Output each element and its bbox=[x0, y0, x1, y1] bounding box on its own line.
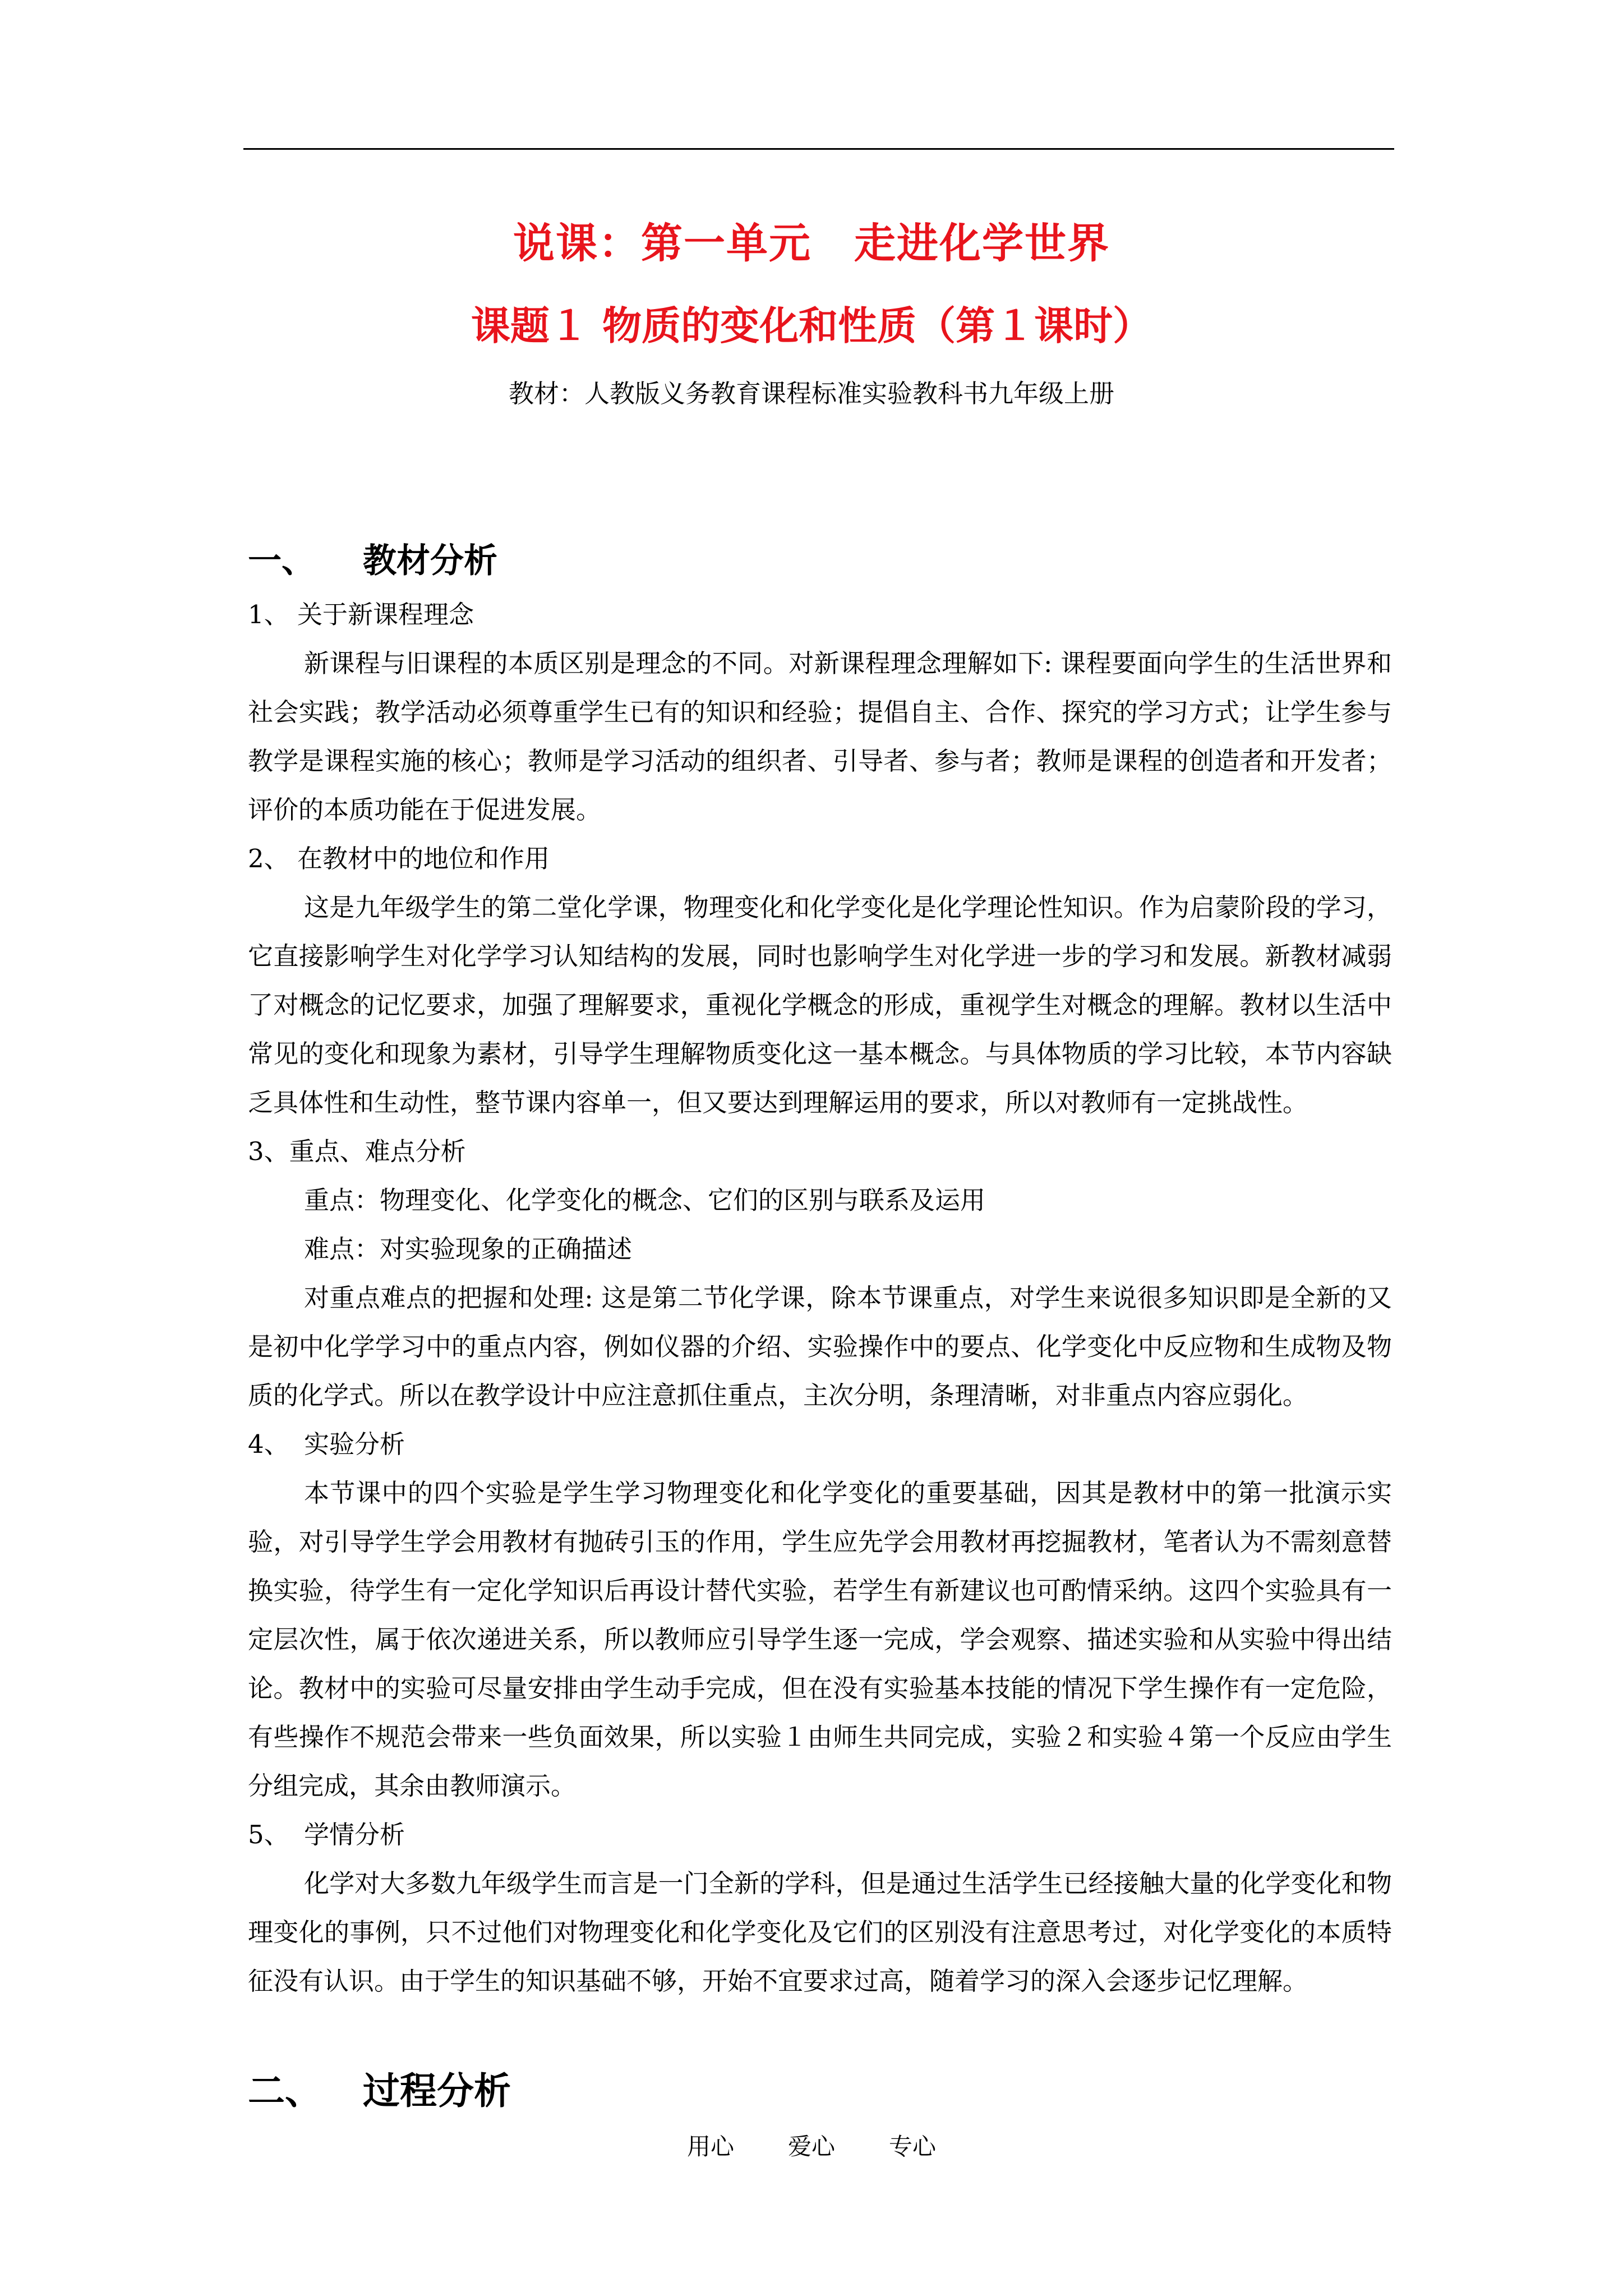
section-title: 教材分析 bbox=[363, 541, 497, 581]
section-number: 一、 bbox=[248, 541, 315, 581]
subsection-heading-3 bbox=[248, 1127, 1392, 1176]
lesson-title: 课题１ 物质的变化和性质（第１课时） bbox=[471, 302, 1152, 349]
document-body bbox=[248, 539, 1392, 2120]
difficulty-line: 难点：对实验现象的正确描述 bbox=[304, 1234, 633, 1264]
paragraph-role: 这是九年级学生的第二堂化学课，物理变化和化学变化是化学理论性知识。作为启蒙阶段的学习，它直接影响学生对化学学习认知结构的发展，同时也影响学生对化学进一步的学习和发展。新教材减弱了对概念的记忆要求，加强了理解要求，重视化学概念的形成，重视学生对概念的理解。教材以生活中常见的变化和现象为素材，引导学生理解物质变化这一基本概念。与具体物质的学习比较，本节内容缺乏具体性和生动性，整节课内容单一，但又要达到理解运用的要求，所以对教师有一定挑战性。 bbox=[248, 892, 1392, 1117]
subsection-heading-4 bbox=[248, 1420, 1392, 1469]
textbook-subtitle: 教材：人教版义务教育课程标准实验教科书九年级上册 bbox=[508, 379, 1114, 408]
section-number: 二、 bbox=[248, 2069, 322, 2113]
subsection-title: 关于新课程理念 bbox=[297, 600, 474, 629]
paragraph-experiment: 本节课中的四个实验是学生学习物理变化和化学变化的重要基础，因其是教材中的第一批演示实验，对引导学生学会用教材有抛砖引玉的作用，学生应先学会用教材再挖掘教材，笔者认为不需刻意替换实验，待学生有一定化学知识后再设计替代实验，若学生有新建议也可酌情采纳。这四个实验具有一定层次性，属于依次递进关系，所以教师应引导学生逐一完成，学会观察、描述实验和从实验中得出结论。教材中的实验可尽量安排由学生动手完成，但在没有实验基本技能的情况下学生操作有一定危险，有些操作不规范会带来一些负面效果，所以实验１由师生共同完成，实验２和实验４第一个反应由学生分组完成，其余由教师演示。 bbox=[248, 1478, 1392, 1801]
subsection-title: 实验分析 bbox=[304, 1429, 405, 1459]
subsection-heading-1 bbox=[248, 590, 1392, 639]
page-footer bbox=[0, 2128, 1623, 2162]
section-heading-1 bbox=[248, 539, 1392, 583]
footer-item: 专心 bbox=[889, 2133, 937, 2160]
subsection-number: 1、 bbox=[248, 600, 289, 629]
page-title: 说课：第一单元 走进化学世界 bbox=[513, 219, 1110, 268]
paragraph-student-analysis: 化学对大多数九年级学生而言是一门全新的学科，但是通过生活学生已经接触大量的化学变化和物理变化的事例，只不过他们对物理变化和化学变化及它们的区别没有注意思考过，对化学变化的本质特征没有认识。由于学生的知识基础不够，开始不宜要求过高，随着学习的深入会逐步记忆理解。 bbox=[248, 1869, 1392, 1996]
footer-item: 爱心 bbox=[787, 2133, 835, 2160]
paragraph-key-handling: 对重点难点的把握和处理: 这是第二节化学课，除本节课重点，对学生来说很多知识即是全新的又是初中化学学习中的重点内容，例如仪器的介绍、实验操作中的要点、化学变化中反应物和生成物及物质的化学式。所以在教学设计中应注意抓住重点，主次分明，条理清晰，对非重点内容应弱化。 bbox=[248, 1283, 1392, 1410]
key-point-line: 重点：物理变化、化学变化的概念、它们的区别与联系及运用 bbox=[304, 1185, 986, 1215]
subsection-number: 3、 bbox=[248, 1137, 289, 1166]
subsection-title: 学情分析 bbox=[304, 1820, 405, 1849]
header-rule bbox=[243, 148, 1394, 150]
subsection-heading-5 bbox=[248, 1810, 1392, 1859]
subsection-number: 5、 bbox=[248, 1820, 289, 1849]
subsection-heading-2 bbox=[248, 834, 1392, 883]
section-title: 过程分析 bbox=[363, 2069, 511, 2113]
subsection-title: 在教材中的地位和作用 bbox=[297, 844, 550, 873]
paragraph-curriculum-concept: 新课程与旧课程的本质区别是理念的不同。对新课程理念理解如下: 课程要面向学生的生活世界和社会实践；教学活动必须尊重学生已有的知识和经验；提倡自主、合作、探究的学习方式；让学生参与教学是课程实施的核心；教师是学习活动的组织者、引导者、参与者；教师是课程的创造者和开发者；评价的本质功能在于促进发展。 bbox=[248, 648, 1392, 825]
footer-item: 用心 bbox=[686, 2133, 734, 2160]
subsection-number: 4、 bbox=[248, 1429, 289, 1459]
section-heading-2 bbox=[248, 2068, 1392, 2113]
subsection-title: 重点、难点分析 bbox=[289, 1137, 466, 1166]
subsection-number: 2、 bbox=[248, 844, 289, 873]
